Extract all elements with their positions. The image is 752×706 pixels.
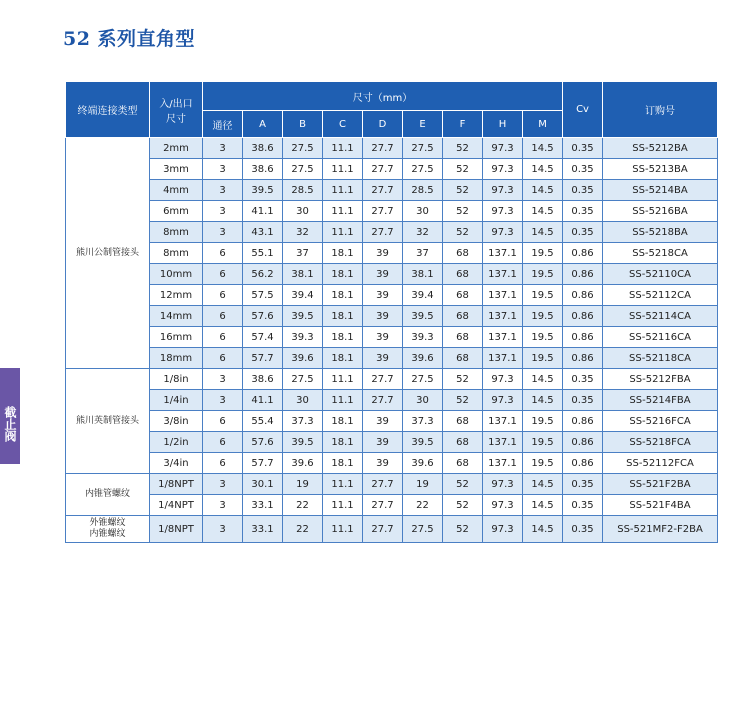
cell-bore: 3 [203,138,243,159]
cell-dim-m: 19.5 [523,432,563,453]
cell-dim-b: 30 [283,201,323,222]
cell-dim-c: 11.1 [323,369,363,390]
cell-dim-f: 68 [443,264,483,285]
cell-dim-f: 68 [443,432,483,453]
cell-dim-a: 57.5 [243,285,283,306]
cell-dim-f: 68 [443,285,483,306]
cell-order-number: SS-521F4BA [603,495,718,516]
cell-dim-d: 27.7 [363,180,403,201]
table-row [66,348,718,369]
table-row [66,495,718,516]
table-row [66,369,718,390]
cell-cv: 0.35 [563,138,603,159]
cell-dim-a: 57.6 [243,432,283,453]
cell-dim-e: 27.5 [403,516,443,543]
cell-order-number: SS-5212FBA [603,369,718,390]
cell-order-number: SS-5216BA [603,201,718,222]
cell-size: 1/8NPT [150,516,203,543]
cell-dim-b: 27.5 [283,138,323,159]
cell-cv: 0.86 [563,348,603,369]
cell-dim-m: 14.5 [523,180,563,201]
cell-dim-f: 68 [443,306,483,327]
cell-bore: 6 [203,264,243,285]
group-label: 内锥管螺纹 [66,474,150,516]
cell-bore: 3 [203,222,243,243]
cell-cv: 0.86 [563,285,603,306]
cell-dim-h: 137.1 [483,243,523,264]
page-title: 52 系列直角型 [63,28,196,50]
cell-bore: 3 [203,201,243,222]
cell-dim-a: 55.4 [243,411,283,432]
cell-dim-b: 39.4 [283,285,323,306]
cell-dim-d: 39 [363,285,403,306]
spec-table-body [66,138,718,543]
cell-dim-a: 41.1 [243,390,283,411]
header-dim-m: M [523,111,563,138]
cell-dim-e: 27.5 [403,369,443,390]
cell-size: 8mm [150,222,203,243]
cell-dim-b: 37.3 [283,411,323,432]
cell-dim-h: 137.1 [483,306,523,327]
cell-bore: 3 [203,180,243,201]
cell-order-number: SS-52118CA [603,348,718,369]
cell-bore: 3 [203,390,243,411]
header-cv: Cv [563,82,603,138]
table-row [66,516,718,543]
cell-dim-c: 18.1 [323,306,363,327]
cell-dim-c: 18.1 [323,453,363,474]
cell-dim-h: 97.3 [483,474,523,495]
table-row [66,453,718,474]
group-label [66,516,150,543]
header-io-size-line1: 入/出口 [159,98,193,110]
cell-dim-a: 43.1 [243,222,283,243]
cell-dim-d: 39 [363,327,403,348]
cell-size: 3/4in [150,453,203,474]
cell-dim-h: 97.3 [483,201,523,222]
cell-dim-d: 27.7 [363,138,403,159]
header-io-size-line2: 尺寸 [166,113,186,125]
cell-dim-a: 55.1 [243,243,283,264]
cell-dim-f: 52 [443,390,483,411]
cell-order-number: SS-52110CA [603,264,718,285]
cell-dim-b: 28.5 [283,180,323,201]
cell-dim-f: 68 [443,327,483,348]
cell-dim-d: 27.7 [363,390,403,411]
cell-dim-m: 14.5 [523,138,563,159]
cell-size: 1/8NPT [150,474,203,495]
cell-cv: 0.86 [563,243,603,264]
cell-cv: 0.35 [563,474,603,495]
cell-size: 8mm [150,243,203,264]
table-row [66,180,718,201]
header-bore: 通径 [203,111,243,138]
cell-dim-e: 30 [403,201,443,222]
cell-order-number: SS-5212BA [603,138,718,159]
cell-dim-d: 39 [363,348,403,369]
cell-dim-e: 28.5 [403,180,443,201]
cell-dim-h: 97.3 [483,222,523,243]
header-order-number: 订购号 [603,82,718,138]
cell-size: 1/8in [150,369,203,390]
cell-dim-f: 52 [443,222,483,243]
cell-dim-m: 14.5 [523,222,563,243]
cell-dim-f: 52 [443,159,483,180]
table-row [66,264,718,285]
cell-dim-b: 27.5 [283,369,323,390]
cell-bore: 6 [203,453,243,474]
cell-dim-m: 14.5 [523,495,563,516]
cell-dim-a: 38.6 [243,159,283,180]
cell-bore: 6 [203,348,243,369]
header-io-size [150,82,203,138]
group-label: 熊川公制管接头 [66,138,150,369]
cell-dim-m: 14.5 [523,390,563,411]
cell-dim-h: 97.3 [483,495,523,516]
cell-bore: 6 [203,432,243,453]
cell-dim-a: 41.1 [243,201,283,222]
cell-dim-e: 39.5 [403,432,443,453]
cell-dim-d: 39 [363,264,403,285]
cell-dim-b: 39.5 [283,432,323,453]
cell-dim-e: 22 [403,495,443,516]
cell-dim-c: 18.1 [323,348,363,369]
cell-dim-d: 39 [363,306,403,327]
cell-order-number: SS-521MF2-F2BA [603,516,718,543]
cell-dim-c: 11.1 [323,138,363,159]
cell-dim-e: 39.5 [403,306,443,327]
cell-dim-c: 11.1 [323,201,363,222]
cell-dim-h: 137.1 [483,432,523,453]
cell-order-number: SS-5218BA [603,222,718,243]
cell-dim-e: 39.4 [403,285,443,306]
cell-dim-d: 27.7 [363,222,403,243]
cell-size: 2mm [150,138,203,159]
cell-dim-d: 27.7 [363,201,403,222]
cell-size: 1/4in [150,390,203,411]
cell-dim-c: 18.1 [323,243,363,264]
cell-dim-a: 30.1 [243,474,283,495]
header-dim-c: C [323,111,363,138]
cell-size: 6mm [150,201,203,222]
cell-dim-f: 68 [443,453,483,474]
cell-dim-a: 39.5 [243,180,283,201]
cell-dim-c: 18.1 [323,264,363,285]
cell-dim-e: 27.5 [403,159,443,180]
cell-dim-b: 30 [283,390,323,411]
cell-dim-c: 11.1 [323,474,363,495]
cell-dim-c: 18.1 [323,327,363,348]
cell-cv: 0.35 [563,159,603,180]
cell-dim-h: 97.3 [483,516,523,543]
cell-dim-m: 19.5 [523,264,563,285]
cell-dim-d: 39 [363,243,403,264]
cell-dim-c: 11.1 [323,180,363,201]
cell-dim-d: 27.7 [363,495,403,516]
cell-dim-h: 137.1 [483,411,523,432]
cell-cv: 0.35 [563,369,603,390]
cell-dim-e: 39.6 [403,453,443,474]
cell-order-number: SS-5214FBA [603,390,718,411]
table-row [66,201,718,222]
cell-cv: 0.35 [563,201,603,222]
cell-dim-b: 22 [283,495,323,516]
cell-dim-b: 32 [283,222,323,243]
cell-dim-d: 39 [363,411,403,432]
cell-bore: 6 [203,285,243,306]
cell-order-number: SS-521F2BA [603,474,718,495]
cell-dim-a: 57.6 [243,306,283,327]
cell-dim-a: 38.6 [243,369,283,390]
group-label: 熊川英制管接头 [66,369,150,474]
cell-cv: 0.86 [563,411,603,432]
header-dim-b: B [283,111,323,138]
cell-dim-m: 19.5 [523,453,563,474]
cell-dim-a: 33.1 [243,516,283,543]
cell-order-number: SS-52116CA [603,327,718,348]
cell-dim-e: 38.1 [403,264,443,285]
cell-dim-f: 68 [443,348,483,369]
cell-dim-e: 39.6 [403,348,443,369]
cell-bore: 6 [203,243,243,264]
cell-dim-m: 14.5 [523,516,563,543]
cell-cv: 0.86 [563,264,603,285]
cell-order-number: SS-52112CA [603,285,718,306]
table-row [66,411,718,432]
cell-dim-f: 52 [443,495,483,516]
cell-cv: 0.35 [563,495,603,516]
cell-bore: 3 [203,369,243,390]
cell-dim-d: 27.7 [363,474,403,495]
cell-size: 3/8in [150,411,203,432]
cell-bore: 3 [203,474,243,495]
cell-dim-f: 52 [443,474,483,495]
cell-size: 16mm [150,327,203,348]
cell-size: 14mm [150,306,203,327]
table-row [66,432,718,453]
cell-size: 12mm [150,285,203,306]
cell-dim-c: 18.1 [323,432,363,453]
cell-dim-c: 11.1 [323,159,363,180]
cell-dim-b: 39.3 [283,327,323,348]
cell-dim-c: 11.1 [323,390,363,411]
table-row [66,285,718,306]
table-row [66,474,718,495]
cell-size: 3mm [150,159,203,180]
cell-cv: 0.86 [563,327,603,348]
table-row [66,306,718,327]
cell-dim-m: 19.5 [523,327,563,348]
cell-dim-h: 97.3 [483,390,523,411]
cell-dim-e: 39.3 [403,327,443,348]
cell-dim-f: 68 [443,411,483,432]
cell-cv: 0.86 [563,432,603,453]
cell-dim-h: 137.1 [483,285,523,306]
side-tab-valve-category[interactable]: 截止阀 [0,368,20,464]
cell-dim-e: 37 [403,243,443,264]
cell-dim-h: 137.1 [483,264,523,285]
cell-dim-m: 19.5 [523,348,563,369]
cell-size: 18mm [150,348,203,369]
table-row [66,159,718,180]
cell-dim-h: 97.3 [483,369,523,390]
cell-order-number: SS-52114CA [603,306,718,327]
cell-dim-b: 39.5 [283,306,323,327]
cell-size: 1/4NPT [150,495,203,516]
cell-dim-m: 14.5 [523,474,563,495]
cell-dim-c: 11.1 [323,516,363,543]
cell-dim-c: 11.1 [323,495,363,516]
cell-order-number: SS-5213BA [603,159,718,180]
cell-bore: 3 [203,159,243,180]
cell-order-number: SS-52112FCA [603,453,718,474]
cell-dim-d: 39 [363,453,403,474]
cell-dim-h: 97.3 [483,159,523,180]
cell-dim-b: 39.6 [283,453,323,474]
cell-dim-a: 57.7 [243,348,283,369]
header-dim-a: A [243,111,283,138]
cell-dim-m: 19.5 [523,243,563,264]
cell-dim-e: 30 [403,390,443,411]
cell-dim-a: 33.1 [243,495,283,516]
cell-dim-c: 11.1 [323,222,363,243]
cell-order-number: SS-5214BA [603,180,718,201]
table-row [66,390,718,411]
cell-dim-m: 19.5 [523,411,563,432]
cell-bore: 3 [203,516,243,543]
table-row [66,327,718,348]
cell-cv: 0.35 [563,180,603,201]
cell-dim-m: 14.5 [523,369,563,390]
cell-cv: 0.86 [563,306,603,327]
header-dim-f: F [443,111,483,138]
cell-order-number: SS-5216FCA [603,411,718,432]
cell-dim-b: 39.6 [283,348,323,369]
cell-dim-e: 27.5 [403,138,443,159]
cell-dim-a: 57.7 [243,453,283,474]
cell-size: 4mm [150,180,203,201]
cell-dim-d: 27.7 [363,516,403,543]
cell-dim-f: 52 [443,516,483,543]
cell-cv: 0.35 [563,222,603,243]
cell-dim-d: 27.7 [363,369,403,390]
cell-dim-e: 19 [403,474,443,495]
table-row [66,222,718,243]
cell-dim-e: 37.3 [403,411,443,432]
cell-dim-m: 19.5 [523,285,563,306]
cell-bore: 3 [203,495,243,516]
header-dim-d: D [363,111,403,138]
group-label-line: 内锥螺纹 [89,529,126,539]
cell-dim-h: 137.1 [483,327,523,348]
cell-cv: 0.35 [563,516,603,543]
header-dim-e: E [403,111,443,138]
table-row [66,138,718,159]
cell-cv: 0.86 [563,453,603,474]
table-row [66,243,718,264]
cell-dim-m: 14.5 [523,201,563,222]
cell-bore: 6 [203,306,243,327]
spec-table [65,81,718,543]
cell-dim-f: 52 [443,180,483,201]
cell-bore: 6 [203,411,243,432]
cell-dim-m: 19.5 [523,306,563,327]
cell-dim-f: 52 [443,369,483,390]
cell-dim-f: 68 [443,243,483,264]
cell-size: 1/2in [150,432,203,453]
cell-size: 10mm [150,264,203,285]
cell-dim-h: 97.3 [483,138,523,159]
cell-dim-b: 37 [283,243,323,264]
cell-dim-c: 18.1 [323,285,363,306]
cell-cv: 0.35 [563,390,603,411]
header-connection-type: 终端连接类型 [66,82,150,138]
cell-dim-e: 32 [403,222,443,243]
cell-dim-b: 19 [283,474,323,495]
cell-dim-a: 57.4 [243,327,283,348]
cell-dim-m: 14.5 [523,159,563,180]
cell-dim-a: 38.6 [243,138,283,159]
cell-dim-b: 22 [283,516,323,543]
cell-dim-h: 137.1 [483,453,523,474]
group-label-line: 外锥螺纹 [89,518,126,528]
cell-order-number: SS-5218CA [603,243,718,264]
cell-bore: 6 [203,327,243,348]
cell-dim-b: 38.1 [283,264,323,285]
cell-dim-c: 18.1 [323,411,363,432]
cell-dim-d: 27.7 [363,159,403,180]
cell-dim-h: 97.3 [483,180,523,201]
cell-dim-f: 52 [443,138,483,159]
header-dim-h: H [483,111,523,138]
cell-dim-h: 137.1 [483,348,523,369]
cell-dim-a: 56.2 [243,264,283,285]
cell-dim-b: 27.5 [283,159,323,180]
header-dimensions: 尺寸（mm） [203,82,563,111]
cell-order-number: SS-5218FCA [603,432,718,453]
cell-dim-d: 39 [363,432,403,453]
cell-dim-f: 52 [443,201,483,222]
